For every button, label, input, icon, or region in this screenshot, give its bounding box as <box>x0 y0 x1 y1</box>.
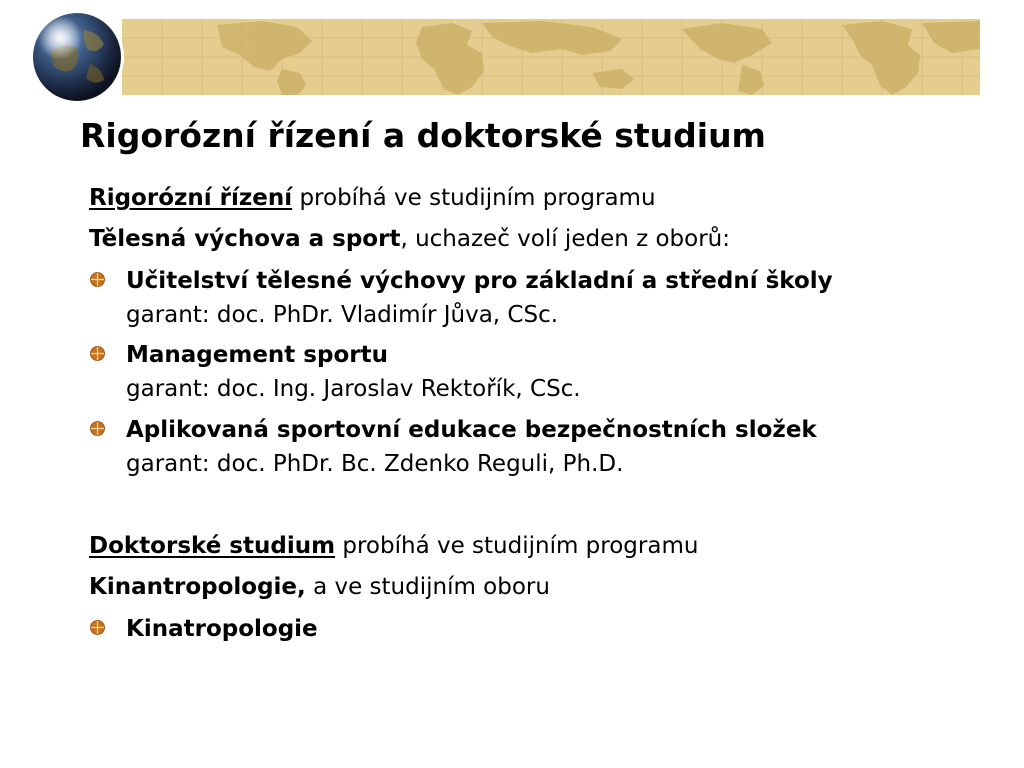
rigorous-program-name: Tělesná výchova a sport <box>89 226 401 252</box>
rigorous-program <box>89 224 730 254</box>
orange-sphere-bullet-icon <box>89 420 106 437</box>
field-garant: garant: doc. Ing. Jaroslav Rektořík, CSc. <box>126 376 581 402</box>
rigorous-program-rest: , uchazeč volí jeden z oborů: <box>400 226 731 252</box>
doctoral-intro <box>89 531 698 561</box>
field-name: Kinatropologie <box>126 616 318 642</box>
doctoral-program-name: Kinantropologie, <box>89 574 306 600</box>
globe-icon <box>30 10 124 104</box>
field-garant: garant: doc. PhDr. Bc. Zdenko Reguli, Ph.D. <box>126 451 624 477</box>
orange-sphere-bullet-icon <box>89 345 106 362</box>
field-name: Aplikovaná sportovní edukace bezpečnostních složek <box>126 417 817 443</box>
rigorous-intro-rest: probíhá ve studijním programu <box>299 185 656 211</box>
orange-sphere-bullet-icon <box>89 619 106 636</box>
world-map-graphic <box>122 19 980 95</box>
field-name: Management sportu <box>126 342 388 368</box>
page-title: Rigorózní řízení a doktorské studium <box>80 116 766 155</box>
doctoral-program <box>89 572 550 602</box>
doctoral-term: Doktorské studium <box>89 533 336 559</box>
field-garant: garant: doc. PhDr. Vladimír Jůva, CSc. <box>126 302 559 328</box>
world-map-banner <box>122 19 980 95</box>
orange-sphere-bullet-icon <box>89 271 106 288</box>
rigorous-term: Rigorózní řízení <box>89 185 293 211</box>
doctoral-program-rest: a ve studijním oboru <box>313 574 550 600</box>
doctoral-intro-rest: probíhá ve studijním programu <box>342 533 699 559</box>
rigorous-intro <box>89 183 656 213</box>
field-name: Učitelství tělesné výchovy pro základní a střední školy <box>126 268 833 294</box>
